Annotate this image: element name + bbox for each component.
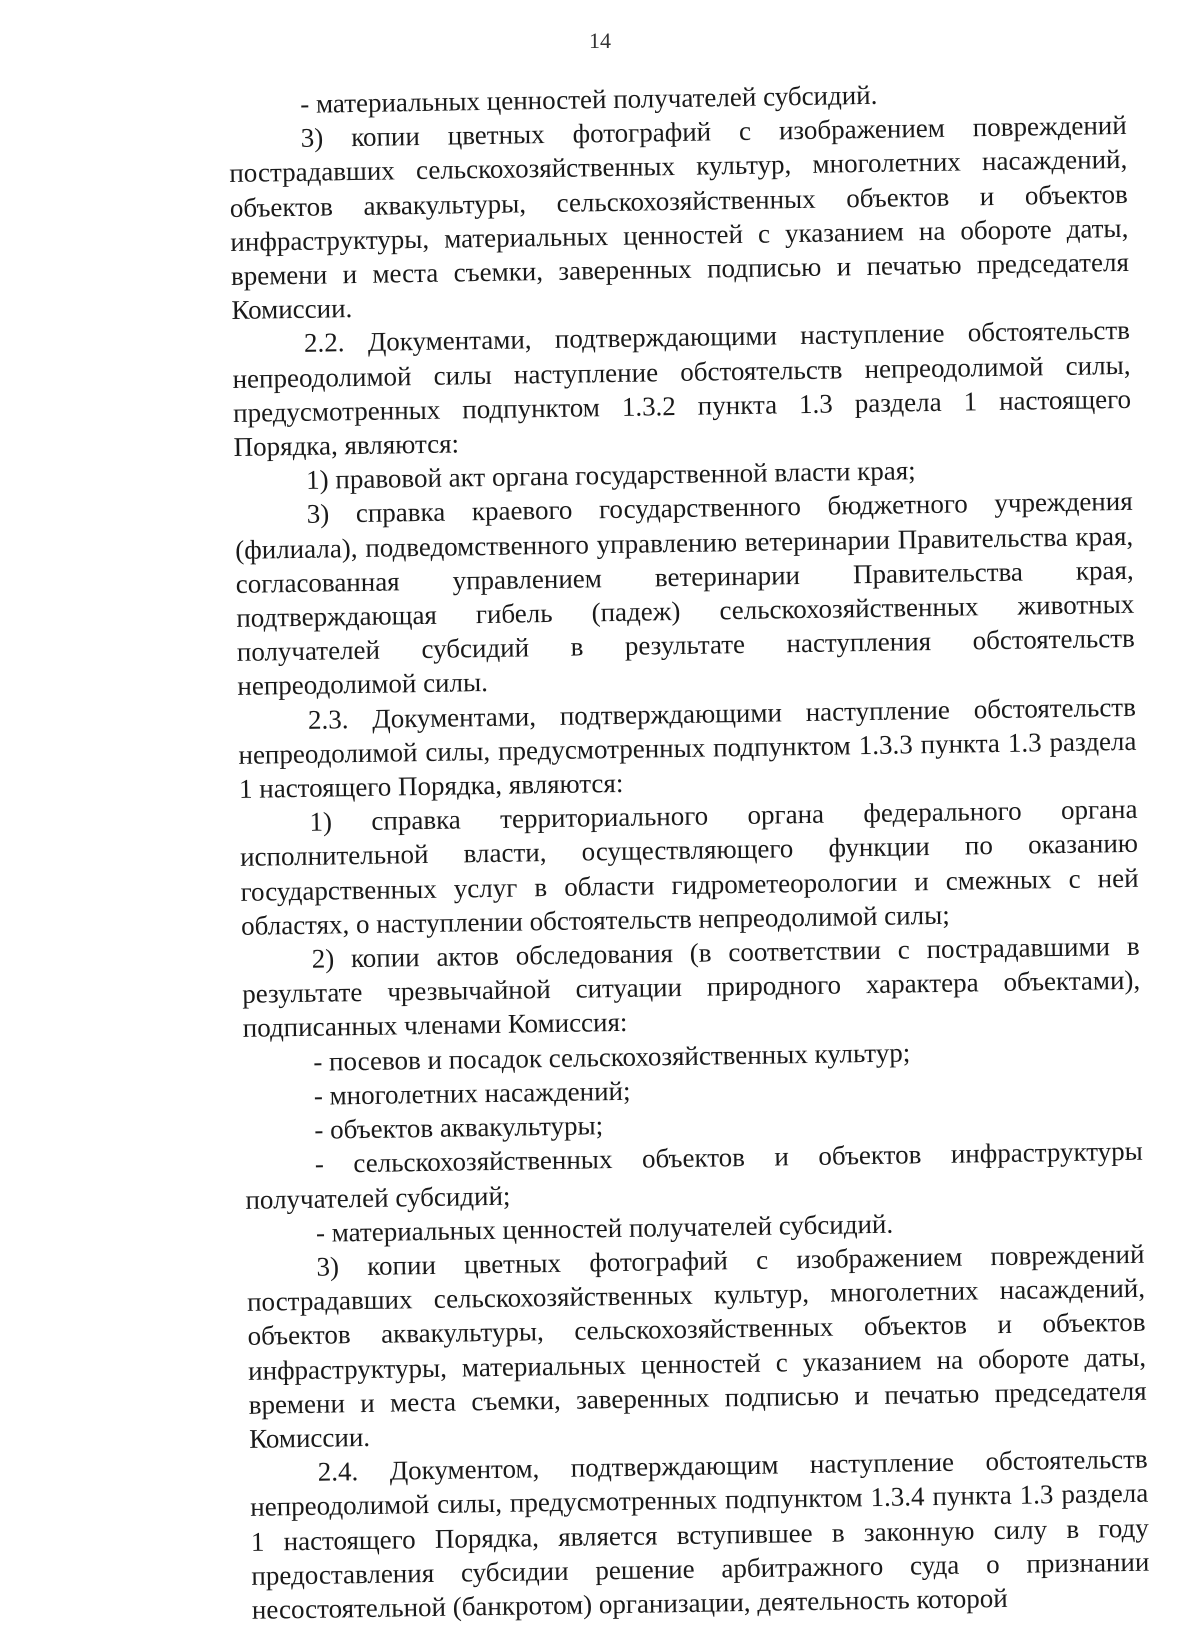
paragraph-bullet-infrastructure: - сельскохозяйственных объектов и объектов инфраструктуры получателей субсидий;	[245, 1136, 1144, 1215]
document-body	[228, 74, 1150, 1627]
paragraph-inspection-acts: 2) копии актов обследования (в соответствии с пострадавшими в результате чрезвычайной ситуации природного характера объектами), подписанных членами Комиссия:	[241, 930, 1141, 1044]
paragraph-section-2-3: 2.3. Документами, подтверждающими наступление обстоятельств непреодолимой силы, предусмотренных подпунктом 1.3.3 пункта 1.3 раздела 1 настоящего Порядка, являются:	[238, 691, 1137, 804]
paragraph-section-2-2: 2.2. Документами, подтверждающими наступление обстоятельств непреодолимой силы наступление обстоятельств непреодолимой силы, предусмотренных подпунктом 1.3.2 пункта 1.3 раздела 1 настоящего Порядка, являются:	[232, 315, 1132, 462]
paragraph-hydromet-certificate: 1) справка территориального органа федерального органа исполнительной власти, осуществляющего функции по оказанию государственных услуг в области гидрометеорологии и смежных с ней областях, о наступлении обстоятельств непреодолимой силы;	[239, 794, 1139, 941]
paragraph-color-photos-2: 3) копии цветных фотографий с изображением повреждений пострадавших сельскохозяйственных культур, многолетних насаждений, объектов аквакультуры, сельскохозяйственных объектов и объектов инфраструктуры, материальных ценностей с указанием на обороте даты, времени и места съемки, заверенных подписью и печатью председателя Комиссии.	[246, 1238, 1147, 1454]
paragraph-bullet-plantations: - многолетних насаждений;	[313, 1075, 631, 1111]
paragraph-bullet-aquaculture: - объектов аквакультуры;	[314, 1110, 604, 1145]
paragraph-veterinary-certificate: 3) справка краевого государственного бюджетного учреждения (филиала), подведомственного управлению ветеринарии Правительства края, согласованная управлением ветеринарии Правительства края, подтверждающая гибель (падеж) сельскохозяйственных животных получателей субсидий в результате наступления обстоятельств непреодолимой силы.	[235, 486, 1135, 702]
paragraph-bullet-material-values-2: - материальных ценностей получателей субсидий.	[315, 1208, 894, 1248]
paragraph-bullet-crops: - посевов и посадок сельскохозяйственных культур;	[313, 1037, 911, 1077]
paragraph-section-2-4: 2.4. Документом, подтверждающим наступление обстоятельств непреодолимой силы, предусмотренных подпунктом 1.3.4 пункта 1.3 раздела 1 настоящего Порядка, является вступившее в законную силу в году предоставления субсидии решение арбитражного суда о признании несостоятельной (банкротом) организации, деятельность которой	[250, 1443, 1150, 1625]
paragraph-bullet-material-values: - материальных ценностей получателей субсидий.	[300, 79, 878, 119]
paragraph-color-photos: 3) копии цветных фотографий с изображением повреждений пострадавших сельскохозяйственных культур, многолетних насаждений, объектов аквакультуры, сельскохозяйственных объектов и объектов инфраструктуры, материальных ценностей с указанием на обороте даты, времени и места съемки, заверенных подписью и печатью председателя Комиссии.	[229, 110, 1130, 326]
paragraph-legal-act: 1) правовой акт органа государственной власти края;	[305, 455, 916, 496]
page-number: 14	[589, 28, 611, 53]
